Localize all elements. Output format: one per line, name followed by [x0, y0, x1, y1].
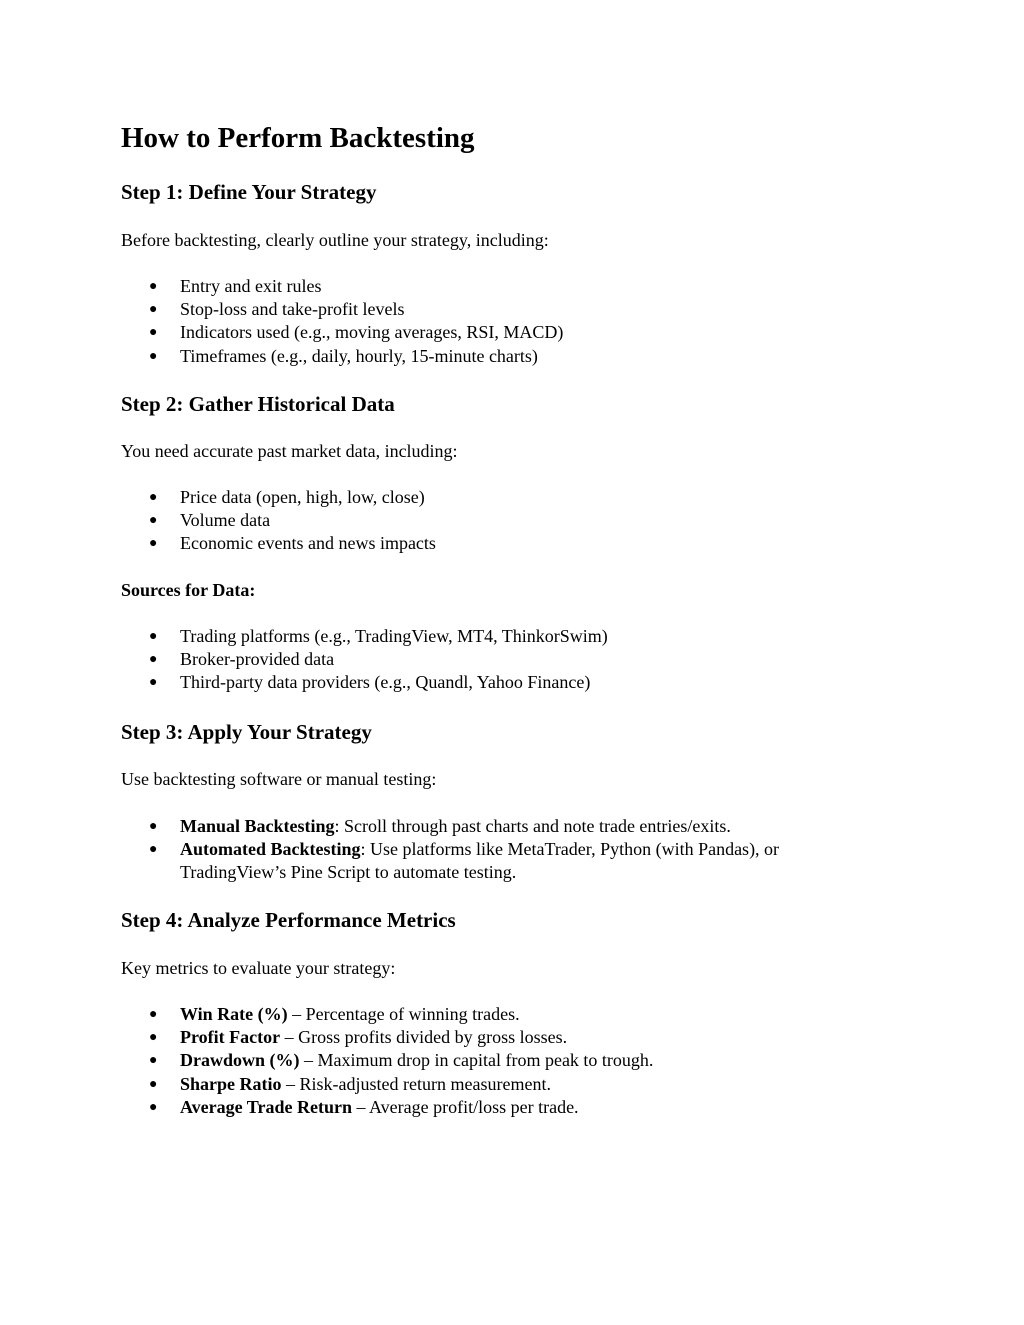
bullet-icon: ● [149, 1076, 158, 1092]
bullet-icon: ● [149, 1053, 158, 1069]
bullet-icon: ● [149, 490, 158, 505]
bullet-icon: ● [149, 348, 158, 364]
bullet-icon: ● [149, 279, 158, 294]
bullet-icon: ● [149, 675, 158, 691]
step1-list [121, 275, 881, 368]
list-item: ● Manual Backtesting: Scroll through past charts and note trade entries/exits. [121, 815, 881, 838]
list-item: ● Drawdown (%) – Maximum drop in capital from peak to trough. [121, 1049, 881, 1072]
bullet-icon: ● [149, 629, 158, 644]
step3-intro: Use backtesting software or manual testing: [121, 769, 437, 789]
step2-list [121, 486, 881, 556]
list-item: ● Profit Factor – Gross profits divided by gross losses. [121, 1026, 881, 1049]
step4-intro: Key metrics to evaluate your strategy: [121, 958, 396, 978]
list-item: ● Average Trade Return – Average profit/loss per trade. [121, 1096, 881, 1119]
bullet-icon: ● [149, 536, 158, 552]
sources-heading: Sources for Data: [121, 580, 256, 600]
step3-list [121, 815, 881, 885]
list-item: ● Timeframes (e.g., daily, hourly, 15-minute charts) [121, 345, 881, 368]
step2-heading: Step 2: Gather Historical Data [121, 392, 395, 416]
list-item: ● Win Rate (%) – Percentage of winning trades. [121, 1003, 881, 1026]
list-item: ● Broker-provided data [121, 648, 881, 671]
bullet-icon: ● [149, 1030, 158, 1046]
list-item: ● Indicators used (e.g., moving averages, RSI, MACD) [121, 321, 881, 344]
step1-intro: Before backtesting, clearly outline your strategy, including: [121, 230, 549, 250]
list-item: ● Economic events and news impacts [121, 532, 881, 555]
list-item: ● Stop-loss and take-profit levels [121, 298, 881, 321]
bullet-icon: ● [149, 513, 158, 529]
list-item: ● Sharpe Ratio – Risk-adjusted return measurement. [121, 1073, 881, 1096]
step4-list [121, 1003, 881, 1119]
bullet-icon: ● [149, 819, 158, 834]
step3-heading: Step 3: Apply Your Strategy [121, 720, 372, 744]
bullet-icon: ● [149, 302, 158, 318]
bullet-icon: ● [149, 1099, 158, 1115]
step1-heading: Step 1: Define Your Strategy [121, 180, 377, 204]
sources-list [121, 625, 881, 695]
list-item: ● Entry and exit rules [121, 275, 881, 298]
list-item: ● Volume data [121, 509, 881, 532]
step2-intro: You need accurate past market data, including: [121, 441, 458, 461]
step4-heading: Step 4: Analyze Performance Metrics [121, 908, 456, 932]
bullet-icon: ● [149, 842, 158, 858]
list-item: ● Automated Backtesting: Use platforms like MetaTrader, Python (with Pandas), or TradingView’s Pine Script to automate testing. [149, 839, 780, 883]
page-title: How to Perform Backtesting [121, 122, 475, 154]
list-item: ● Trading platforms (e.g., TradingView, MT4, ThinkorSwim) [121, 625, 881, 648]
bullet-icon: ● [149, 1007, 158, 1022]
bullet-icon: ● [149, 325, 158, 341]
list-item: ● Price data (open, high, low, close) [121, 486, 881, 509]
list-item: ● Third-party data providers (e.g., Quandl, Yahoo Finance) [121, 671, 881, 694]
bullet-icon: ● [149, 652, 158, 668]
